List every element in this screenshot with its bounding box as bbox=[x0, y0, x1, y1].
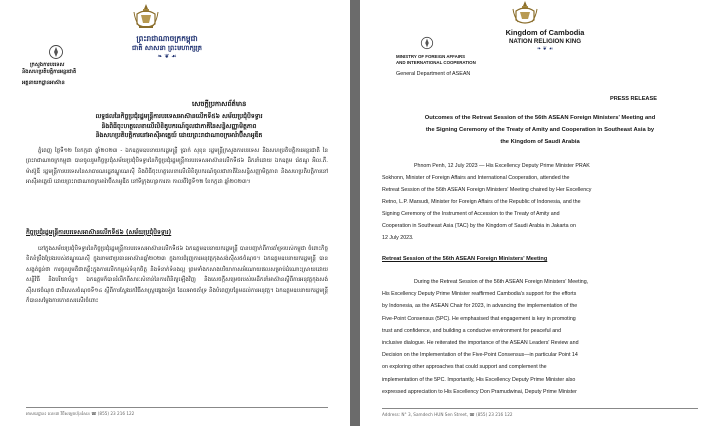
ministry-name: MINISTRY OF FOREIGN AFFAIRS bbox=[396, 54, 466, 59]
kingdom-title: ព្រះរាជាណាចក្រកម្ពុជា bbox=[136, 34, 198, 43]
body-line: by Indonesia, as the ASEAN Chair for 2023, in advancing the implementation of the bbox=[382, 303, 578, 310]
intro-paragraph: ភ្នំពេញ ថ្ងៃទី១២ ខែកក្កដា ឆ្នាំ២០២៣ - ឯកឧត្តមឧបនាយករដ្ឋមន្ត្រី ប្រាក់ សុខុន រដ្ឋមន្ត្រីក្រសួងការបរទេស និងសហប្រតិបត្តិការអន្តរជាតិ នៃព្រះរាជាណាចក្រកម្ពុជា បានចូលរួមកិច្ចប្រជុំសម័យប្រជុំបិទទ្វារនៃកិច្ចប្រជុំរដ្ឋមន្ត្រីការបរទេសអាស៊ានលើកទី៥៦ ដឹកនាំដោយ ឯកឧត្តម រ៉េតណូ អិល.ភី. ម៉ាស៊ូឌី រដ្ឋមន្ត្រីការបរទេសនៃសាធារណរដ្ឋឥណ្ឌូណេស៊ី និងពិធីចុះហត្ថលេខាលើលិខិតូបករណ៍ចូលជាភាគីនៃសន្ធិសញ្ញាមិត្តភាព និងសហប្រតិបត្តិការនៅអាស៊ីអាគ្នេយ៍ ដោយព្រះរាជាណាចក្រអារ៉ាប៊ីសាអូឌីត នៅទីក្រុងហ្សាការតា កាលពីថ្ងៃទី១២ ខែកក្កដា ឆ្នាំ២០២៣។ bbox=[26, 148, 328, 185]
body-line: implementation of the 5PC. Importantly, His Excellency Deputy Prime Minister also bbox=[382, 376, 576, 383]
title-line: និងសហប្រតិបត្តិការនៅអាស៊ីអាគ្នេយ៍ ដោយព្រះរាជាណាចក្រអារ៉ាប៊ីសាអូឌីត bbox=[95, 132, 263, 139]
document-type: PRESS RELEASE bbox=[610, 96, 657, 102]
intro-line: Sokhonn, Minister of Foreign Affairs and International Cooperation, attended the bbox=[382, 175, 570, 181]
section-heading: Retreat Session of the 56th ASEAN Foreign Ministers' Meeting bbox=[382, 256, 548, 262]
intro-line: Phnom Penh, 12 July 2023 — His Excellency Deputy Prime Minister PRAK bbox=[414, 163, 590, 169]
intro-line: 12 July 2023. bbox=[382, 235, 414, 241]
khmer-press-release-page bbox=[0, 0, 350, 426]
national-motto: ជាតិ សាសនា ព្រះមហាក្សត្រ bbox=[132, 44, 202, 52]
body-paragraph: នៅក្នុងសម័យប្រជុំបិទទ្វារនៃកិច្ចប្រជុំរដ្ឋមន្ត្រីការបរទេសអាស៊ានលើកទី៥៦ ឯកឧត្តមឧបនាយករដ្ឋមន្ត្រី បានបញ្ជាក់ពីការគាំទ្ររបស់កម្ពុជា ចំពោះកិច្ចខិតខំប្រឹងប្រែងរបស់ឥណ្ឌូណេស៊ី ក្នុងនាមជាប្រធានអាស៊ានឆ្នាំ២០២៣ ក្នុងការជំរុញការអនុវត្តកុងសង់ស៊ីស៥ចំណុច។ ឯកឧត្តមឧបនាយករដ្ឋមន្ត្រី បានសង្កត់ធ្ងន់ថា ការចូលរួមគឺជាគន្លឹះក្នុងការលើកកម្ពស់ទំនុកចិត្ត និងទំនាក់ទំនងល្អ ព្រមទាំងកសាងបរិយាកាសអំណោយផលសម្រាប់ដំណោះស្រាយដោយសន្តិវិធី និងបរិយាប័ន្ន។ ឯកឧត្តមក៏បានរំលឹកពីសារៈសំខាន់នៃការពិនិត្យឡើងវិញ និងសេចក្តីសម្រេចរបស់មេដឹកនាំអាស៊ានស្តីពីការអនុវត្តកុងសង់ស៊ីស៥ចំណុច ជាពិសេសចំណុចទី១៤ ស្តីពីការស្វែងរកវិធីសាស្ត្រផ្សេងទៀត ដែលអាចគាំទ្រ និងបំពេញបន្ថែមដល់ការអនុវត្ត។ ឯកឧត្តមឧបនាយករដ្ឋមន្ត្រី ក៏បានសម្តែងការកោតសរសើរចំពោះ bbox=[26, 246, 328, 305]
motto-ornament-icon: ❧ ❦ ☙ bbox=[536, 46, 554, 52]
body-line: expressed appreciation to His Excellency Don Pramudwinai, Deputy Prime Minister bbox=[382, 388, 577, 395]
ministry-emblem-icon bbox=[420, 36, 434, 50]
department-name: General Department of ASEAN bbox=[396, 71, 471, 77]
royal-crest-icon bbox=[510, 0, 540, 28]
title-line: លទ្ធផលនៃកិច្ចប្រជុំរដ្ឋមន្ត្រីការបរទេសអាស៊ានលើកទី៥៦ សម័យប្រជុំបិទទ្វារ bbox=[95, 113, 263, 120]
ministry-emblem-icon bbox=[48, 44, 64, 60]
intro-line: Cooperation in Southeast Asia (TAC) by the Kingdom of Saudi Arabia in Jakarta on bbox=[382, 223, 576, 229]
intro-line: Signing Ceremony of the Instrument of Accession to the Treaty of Amity and bbox=[382, 211, 560, 217]
footer-rule bbox=[382, 408, 698, 409]
intro-line: Retno, L.P. Marsudi, Minister for Foreign Affairs of the Republic of Indonesia, and the bbox=[382, 199, 581, 205]
body-line: on exploring other approaches that could support and complement the bbox=[382, 364, 547, 371]
kingdom-title: Kingdom of Cambodia bbox=[505, 28, 585, 37]
title-line: the Kingdom of Saudi Arabia bbox=[500, 139, 580, 146]
section-heading: កិច្ចប្រជុំរដ្ឋមន្ត្រីការបរទេសអាស៊ានលើកទី៥៦ (សម័យប្រជុំបិទទ្វារ) bbox=[26, 229, 172, 236]
body-line: During the Retreat Session of the 56th ASEAN Foreign Ministers' Meeting, bbox=[414, 279, 589, 285]
body-paragraph bbox=[382, 276, 698, 398]
national-motto: NATION RELIGION KING bbox=[508, 38, 582, 45]
title-line: Outcomes of the Retreat Session of the 56th ASEAN Foreign Ministers' Meeting and bbox=[424, 115, 656, 121]
title-line: និងពិធីចុះហត្ថលេខាលើលិខិតូបករណ៍ចូលជាភាគីនៃសន្ធិសញ្ញាមិត្តភាព bbox=[101, 122, 257, 130]
press-release-title bbox=[382, 112, 698, 149]
ministry-name: ក្រសួងការបរទេស bbox=[30, 62, 65, 68]
intro-paragraph bbox=[382, 160, 698, 244]
footer-rule bbox=[26, 407, 328, 408]
department-name: អគ្គនាយកដ្ឋានអាស៊ាន bbox=[22, 80, 65, 86]
footer-address: អាសយដ្ឋាន៖ លេខ៣ វិថីសម្តេចហ៊ុនសែន ☎ (855) 23 216 122 bbox=[26, 411, 135, 416]
footer-address: Address: N° 3, Samdech HUN Sen Street, ☎ (855) 23 216 122 bbox=[382, 412, 513, 417]
title-line: the Signing Ceremony of the Treaty of Amity and Cooperation in Southeast Asia by bbox=[425, 127, 655, 134]
body-line: inclusive dialogue. He reiterated the importance of the ASEAN Leaders' Review and bbox=[382, 340, 579, 347]
document-type: សេចក្តីប្រកាសព័ត៌មាន bbox=[192, 100, 247, 108]
body-line: Decision on the Implementation of the Five-Point Consensus—in particular Point 14 bbox=[382, 352, 578, 359]
english-press-release-page bbox=[360, 0, 720, 426]
intro-line: Retreat Session of the 56th ASEAN Foreign Ministers' Meeting chaired by Her Excellency bbox=[382, 187, 592, 193]
press-release-title bbox=[30, 112, 328, 141]
ministry-name-2: និងសហប្រតិបត្តិការអន្តរជាតិ bbox=[22, 69, 77, 75]
royal-crest-icon bbox=[131, 2, 161, 32]
motto-ornament-icon: ❧ ❦ ☙ bbox=[157, 53, 177, 60]
body-line: His Excellency Deputy Prime Minister reaffirmed Cambodia's support for the efforts bbox=[382, 291, 577, 298]
body-line: trust and confidence, and building a conducive environment for peaceful and bbox=[382, 327, 562, 334]
ministry-name-2: AND INTERNATIONAL COOPERATION bbox=[396, 60, 476, 65]
body-line: Five-Point Consensus (5PC). He emphasised that engagement is key in promoting bbox=[382, 315, 576, 322]
